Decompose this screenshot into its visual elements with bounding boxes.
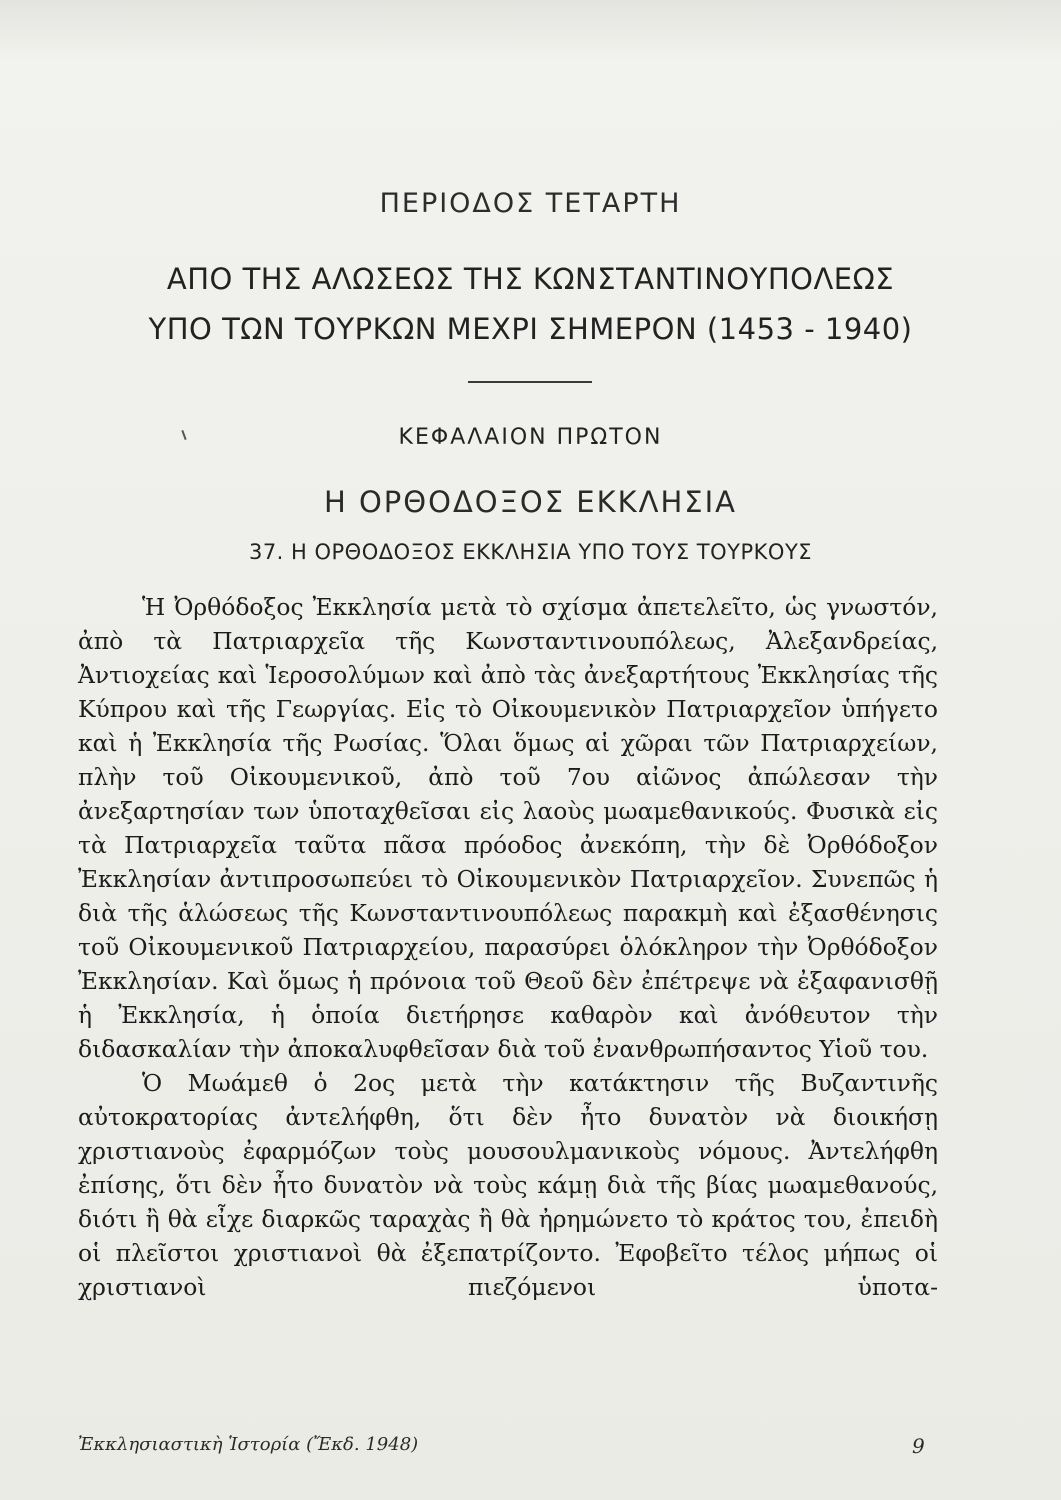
page-top-shadow [0,0,1061,60]
section-divider [468,381,592,383]
period-heading: ΠΕΡΙΟΔΟΣ ΤΕΤΑΡΤΗ [379,188,682,219]
body-text [78,590,938,1304]
chapter-title: Η ΟΡΘΟΔΟΞΟΣ ΕΚΚΛΗΣΙΑ [323,485,738,519]
footer-book-title: Ἐκκλησιαστικὴ Ἱστορία (Ἔκδ. 1948) [78,1434,419,1455]
period-subtitle-line1: ΑΠΟ ΤΗΣ ΑΛΩΣΕΩΣ ΤΗΣ ΚΩΝΣΤΑΝΤΙΝΟΥΠΟΛΕΩΣ [166,262,895,296]
chapter-label: ΚΕΦΑΛΑΙΟΝ ΠΡΩΤΟΝ [398,425,663,450]
section-heading: 37. Η ΟΡΘΟΔΟΞΟΣ ΕΚΚΛΗΣΙΑ ΥΠΟ ΤΟΥΣ ΤΟΥΡΚΟΥΣ [248,540,813,564]
page-number: 9 [912,1434,925,1458]
period-subtitle-line2: ΥΠΟ ΤΩΝ ΤΟΥΡΚΩΝ ΜΕΧΡΙ ΣΗΜΕΡΟΝ (1453 - 1940) [148,312,913,346]
paragraph-2: Ὁ Μωάμεθ ὁ 2ος μετὰ τὴν κατάκτησιν τῆς Βυζαντινῆς αὐτοκρατορίας ἀντελήφθη, ὅτι δὲν ἦτο δυνατὸν νὰ διοικήσῃ χριστιανοὺς ἐφαρμόζων τοὺς μουσουλμανικοὺς νόμους. Ἀντελήφθη ἐπίσης, ὅτι δὲν ἦτο δυνατὸν νὰ τοὺς κάμῃ διὰ τῆς βίας μωαμεθανούς, διότι ἢ θὰ εἶχε διαρκῶς ταραχὰς ἢ θὰ ἠρημώνετο τὸ κράτος του, ἐπειδὴ οἱ πλεῖστοι χριστιανοὶ θὰ ἐξεπατρίζοντο. Ἐφοβεῖτο τέλος μήπως οἱ χριστιανοὶ πιεζόμενοι ὑποτα- [78,1069,938,1301]
paragraph-1: Ἡ Ὀρθόδοξος Ἐκκλησία μετὰ τὸ σχίσμα ἀπετελεῖτο, ὡς γνωστόν, ἀπὸ τὰ Πατριαρχεῖα τῆς Κωνσταντινουπόλεως, Ἀλεξανδρείας, Ἀντιοχείας καὶ Ἱεροσολύμων καὶ ἀπὸ τὰς ἀνεξαρτήτους Ἐκκλησίας τῆς Κύπρου καὶ τῆς Γεωργίας. Εἰς τὸ Οἰκουμενικὸν Πατριαρχεῖον ὑπήγετο καὶ ἡ Ἐκκλησία τῆς Ρωσίας. Ὅλαι ὅμως αἱ χῶραι τῶν Πατριαρχείων, πλὴν τοῦ Οἰκουμενικοῦ, ἀπὸ τοῦ 7ου αἰῶνος ἀπώλεσαν τὴν ἀνεξαρτησίαν των ὑποταχθεῖσαι εἰς λαοὺς μωαμεθανικούς. Φυσικὰ εἰς τὰ Πατριαρχεῖα ταῦτα πᾶσα πρόοδος ἀνεκόπη, τὴν δὲ Ὀρθόδοξον Ἐκκλησίαν ἀντιπροσωπεύει τὸ Οἰκουμενικὸν Πατριαρχεῖον. Συνεπῶς ἡ διὰ τῆς ἁλώσεως τῆς Κωνσταντινουπόλεως παρακμὴ καὶ ἐξασθένησις τοῦ Οἰκουμενικοῦ Πατριαρχείου, παρασύρει ὁλόκληρον τὴν Ὀρθόδοξον Ἐκκλησίαν. Καὶ ὅμως ἡ πρόνοια τοῦ Θεοῦ δὲν ἐπέτρεψε νὰ ἐξαφανισθῇ ἡ Ἐκκλησία, ἡ ὁποία διετήρησε καθαρὸν καὶ ἀνόθευτον τὴν διδασκαλίαν τὴν ἀποκαλυφθεῖσαν διὰ τοῦ ἐνανθρωπήσαντος Υἱοῦ του. [78,593,938,1063]
